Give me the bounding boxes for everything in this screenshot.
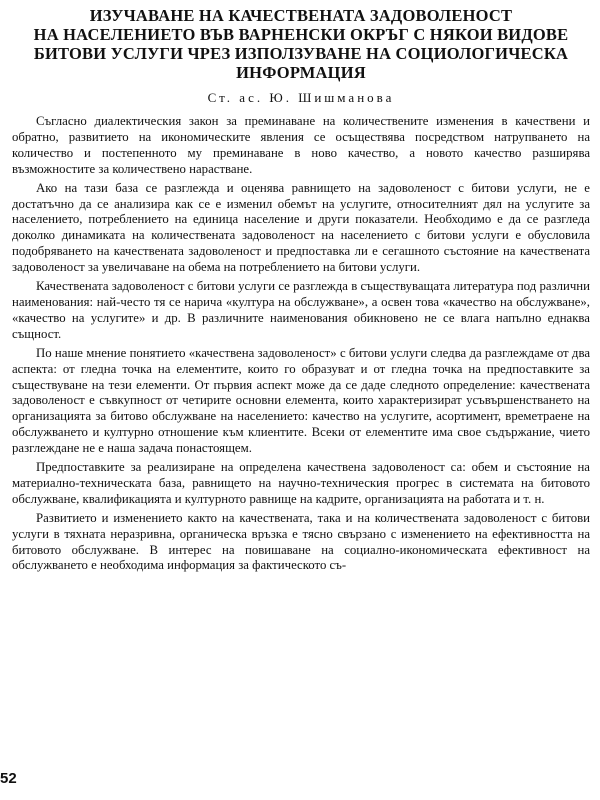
- paragraph-2: Ако на тази база се разглежда и оценява равнището на задоволеност с битови услуги, не е достатъчно да се анализира как се е изменил обемът на услугите, относителният дял на услугите за населението, потреблението на единица население и други показатели. Необходимо е да се разгледа доколко динамиката на количествената задоволеност на населението с битови услуги е обусловила подобряването на качествената задоволеност и предпоставка ли е сегашното състояние на качествената задоволеност за увеличаване на обема на потреблението на битови услуги.: [12, 180, 590, 275]
- title-line-1: ИЗУЧАВАНЕ НА КАЧЕСТВЕНАТА ЗАДОВОЛЕНОСТ: [89, 6, 513, 25]
- paragraph-4: По наше мнение понятието «качествена задоволеност» с битови услуги следва да разглеждаме от два аспекта: от гледна точка на елементите, които го образуват и от гледна точка на предпоставките за съществуване на тези елементи. От първия аспект може да се даде следното определение: качествената задоволеност е съвкупност от четирите основни елемента, които характеризират усъвършенстването на организацията за битово обслужване на населението: качество на услугите, асортимент, времетраене на обслужването и културно отношение към клиентите. Всеки от елементите има свое съдържание, чието разглеждане не е наша задача понастоящем.: [12, 345, 590, 456]
- title-line-3: БИТОВИ УСЛУГИ ЧРЕЗ ИЗПОЛЗУВАНЕ НА СОЦИОЛОГИЧЕСКА: [33, 44, 569, 63]
- paragraph-5: Предпоставките за реализиране на определена качествена задоволеност са: обем и състояние на материално-техническата база, равнището на научно-техническия прогрес в системата на битовото обслужване, квалификацията и културното равнище на кадрите, организацията на работата и т. н.: [12, 460, 590, 506]
- title-line-4: ИНФОРМАЦИЯ: [236, 63, 366, 82]
- article-body: [12, 114, 590, 574]
- author-line: Ст. ас. Ю. Шишманова: [207, 90, 395, 105]
- paragraph-3: Качествената задоволеност с битови услуги се разглежда в съществуващата литература под различни наименования: най-често тя се нарича «култура на обслужване», а освен това «качество на обслужване», «качество на услугите» и др. В различните наименования обикновено не се влага напълно еднаква същност.: [12, 279, 590, 341]
- page-number: 52: [0, 770, 17, 787]
- paragraph-1: Съгласно диалектическия закон за преминаване на количествените изменения в качествени и обратно, развитието на икономическите явления се осъществява посредством натрупването на количество и постепенното му преминаване в ново качество, а новото качество разширява възможностите за количествено нарастване.: [12, 114, 590, 176]
- title-line-2: НА НАСЕЛЕНИЕТО ВЪВ ВАРНЕНСКИ ОКРЪГ С НЯКОИ ВИДОВЕ: [33, 25, 569, 44]
- paragraph-6: Развитието и изменението както на качествената, така и на количествената задоволеност с битови услуги в тяхната неразривна, органическа връзка е тясно свързано с изменението на ефективността на битовото обслужване. В интерес на повишаване на социално-икономическата ефективност на обслужването е необходима информация за фактическото съ-: [12, 510, 590, 573]
- article-title: [12, 6, 590, 82]
